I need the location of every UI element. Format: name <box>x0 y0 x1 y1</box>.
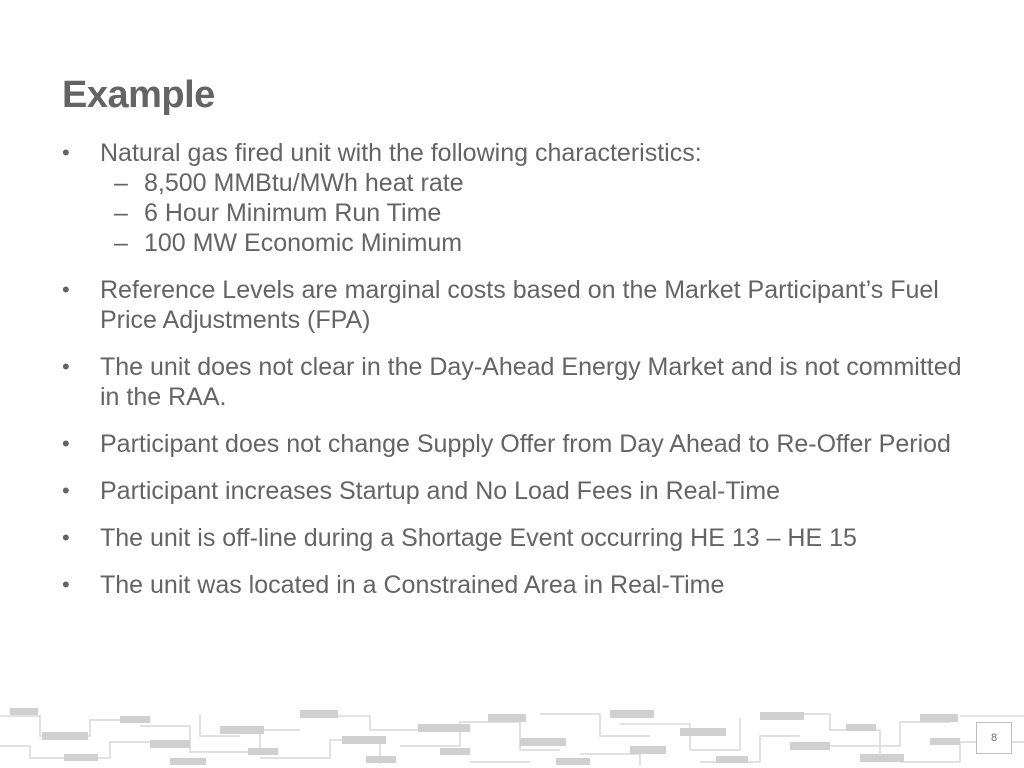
bullet-item <box>62 523 972 553</box>
sub-bullet-text: 6 Hour Minimum Run Time <box>144 199 442 227</box>
sub-bullet-text: 8,500 MMBtu/MWh heat rate <box>144 169 464 197</box>
bullet-dot-icon: • <box>62 525 70 550</box>
sub-bullet-item <box>100 198 972 228</box>
circuit-blocks <box>10 708 960 765</box>
bullet-item <box>62 275 972 335</box>
bullet-text: Natural gas fired unit with the following characteristics: <box>100 139 702 167</box>
bullet-dot-icon: • <box>62 478 70 503</box>
bullet-dot-icon: • <box>62 277 70 302</box>
bullet-dot-icon: • <box>62 572 70 597</box>
bullet-dot-icon: • <box>62 354 70 379</box>
bullet-dot-icon: • <box>62 431 70 456</box>
bullet-list <box>62 138 972 617</box>
bullet-text: The unit does not clear in the Day-Ahead Energy Market and is not committed in the RAA. <box>100 353 962 411</box>
sub-bullet-item <box>100 168 972 198</box>
dash-icon: – <box>114 229 128 257</box>
dash-icon: – <box>114 199 128 227</box>
bullet-text: Reference Levels are marginal costs based on the Market Participant’s Fuel Price Adjustments (FPA) <box>100 276 939 334</box>
page-number: 8 <box>976 722 1012 754</box>
slide-title: Example <box>62 74 215 116</box>
sub-bullet-item <box>100 228 972 258</box>
bullet-item <box>62 352 972 412</box>
bullet-item <box>62 570 972 600</box>
bullet-item <box>62 138 972 258</box>
bullet-text: Participant does not change Supply Offer from Day Ahead to Re-Offer Period <box>100 430 951 458</box>
circuit-footer-decoration <box>0 706 1024 768</box>
dash-icon: – <box>114 169 128 197</box>
bullet-item <box>62 429 972 459</box>
bullet-dot-icon: • <box>62 140 70 165</box>
bullet-text: The unit was located in a Constrained Area in Real-Time <box>100 571 725 599</box>
bullet-text: Participant increases Startup and No Load Fees in Real-Time <box>100 477 780 505</box>
bullet-item <box>62 476 972 506</box>
bullet-text: The unit is off-line during a Shortage Event occurring HE 13 – HE 15 <box>100 524 857 552</box>
sub-bullet-text: 100 MW Economic Minimum <box>144 229 463 257</box>
